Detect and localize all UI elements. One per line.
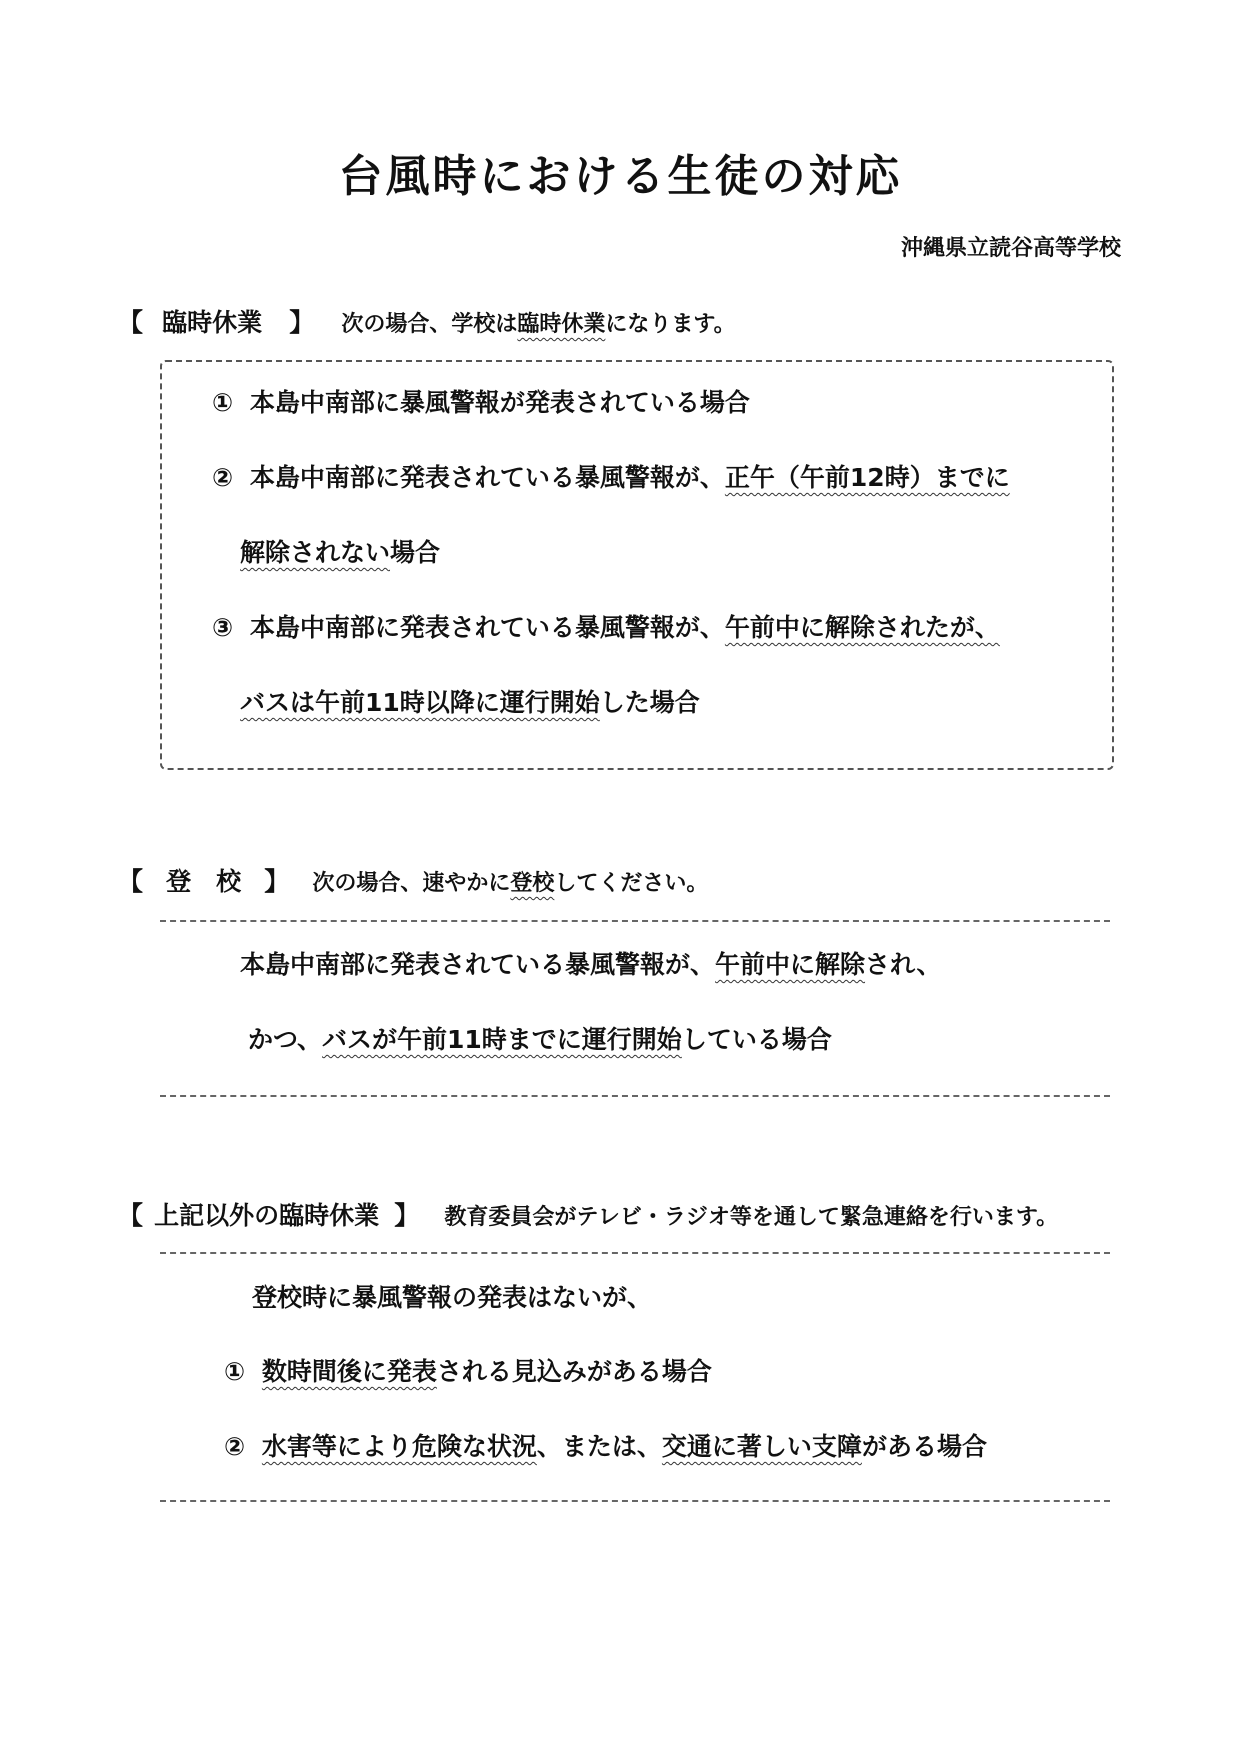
bracket-open: 【 [118,308,144,337]
other-intro: 登校時に暴風警報の発表はないが、 [252,1283,653,1312]
section-heading-kyugyo [118,303,736,339]
other-item-2 [224,1427,987,1463]
kyugyo-item-2-cont [240,533,440,569]
item-text-underlined: 水害等により危険な状況 [261,1432,537,1461]
bracket-open: 【 [118,1201,144,1230]
other-item-1 [224,1352,712,1388]
item-text: がある場合 [861,1432,987,1461]
section-label: 登 校 [166,867,242,896]
item-text-underlined: 解除されない [240,538,391,567]
section-heading-toko [118,862,708,898]
item-number: ① [212,388,234,417]
dashed-divider [160,1252,1110,1254]
section-description [312,871,708,896]
bracket-close: 】 [289,308,315,337]
section-description: 教育委員会がテレビ・ラジオ等を通して緊急連絡を行います。 [444,1205,1059,1230]
item-text: した場合 [599,688,700,717]
desc-underlined: 臨時休業 [517,312,606,337]
dashed-divider [160,1095,1110,1097]
page-title: 台風時における生徒の対応 [338,151,903,202]
toko-line-1 [240,945,942,981]
item-text-underlined: 正午（午前12時）までに [724,463,1010,492]
item-text: 本島中南部に暴風警報が発表されている場合 [249,388,750,417]
kyugyo-item-3 [212,608,1000,644]
item-text: される見込みがある場合 [436,1357,712,1386]
item-text: かつ、 [248,1025,323,1054]
item-text-underlined: 午前中に解除 [715,950,866,979]
item-number: ② [224,1432,246,1461]
item-number: ② [212,463,234,492]
desc-text: 次の場合、速やかに [312,871,511,896]
desc-text: 次の場合、学校は [341,312,518,337]
section-description [341,312,735,337]
section-heading-other [118,1196,1058,1232]
item-text: され、 [865,950,942,979]
item-text-underlined: 数時間後に発表 [261,1357,437,1386]
item-text-underlined: 交通に著しい支障 [661,1432,862,1461]
section-label: 臨時休業 [162,308,263,337]
item-text-underlined: 午前中に解除されたが、 [724,613,1000,642]
toko-line-2 [248,1020,832,1056]
item-text: している場合 [681,1025,832,1054]
bracket-open: 【 [118,867,144,896]
desc-underlined: 登校 [510,871,555,896]
desc-text: になります。 [605,312,736,337]
item-text-underlined: バスが午前11時までに運行開始 [322,1025,682,1054]
kyugyo-item-1 [212,383,750,419]
kyugyo-item-2 [212,458,1010,494]
item-text-underlined: バスは午前11時以降に運行開始 [240,688,600,717]
item-text: 本島中南部に発表されている暴風警報が、 [249,463,725,492]
item-number: ① [224,1357,246,1386]
desc-text: してください。 [554,871,709,896]
school-name: 沖縄県立読谷高等学校 [900,236,1121,261]
item-text: 本島中南部に発表されている暴風警報が、 [240,950,716,979]
item-text: 本島中南部に発表されている暴風警報が、 [249,613,725,642]
item-text: 、または、 [536,1432,662,1461]
bracket-close: 】 [394,1201,420,1230]
dashed-divider [160,920,1110,922]
section-label: 上記以外の臨時休業 [154,1201,380,1230]
kyugyo-item-3-cont [240,683,700,719]
bracket-close: 】 [264,867,290,896]
item-number: ③ [212,613,234,642]
dashed-divider [160,1500,1110,1502]
item-text: 場合 [390,538,441,567]
